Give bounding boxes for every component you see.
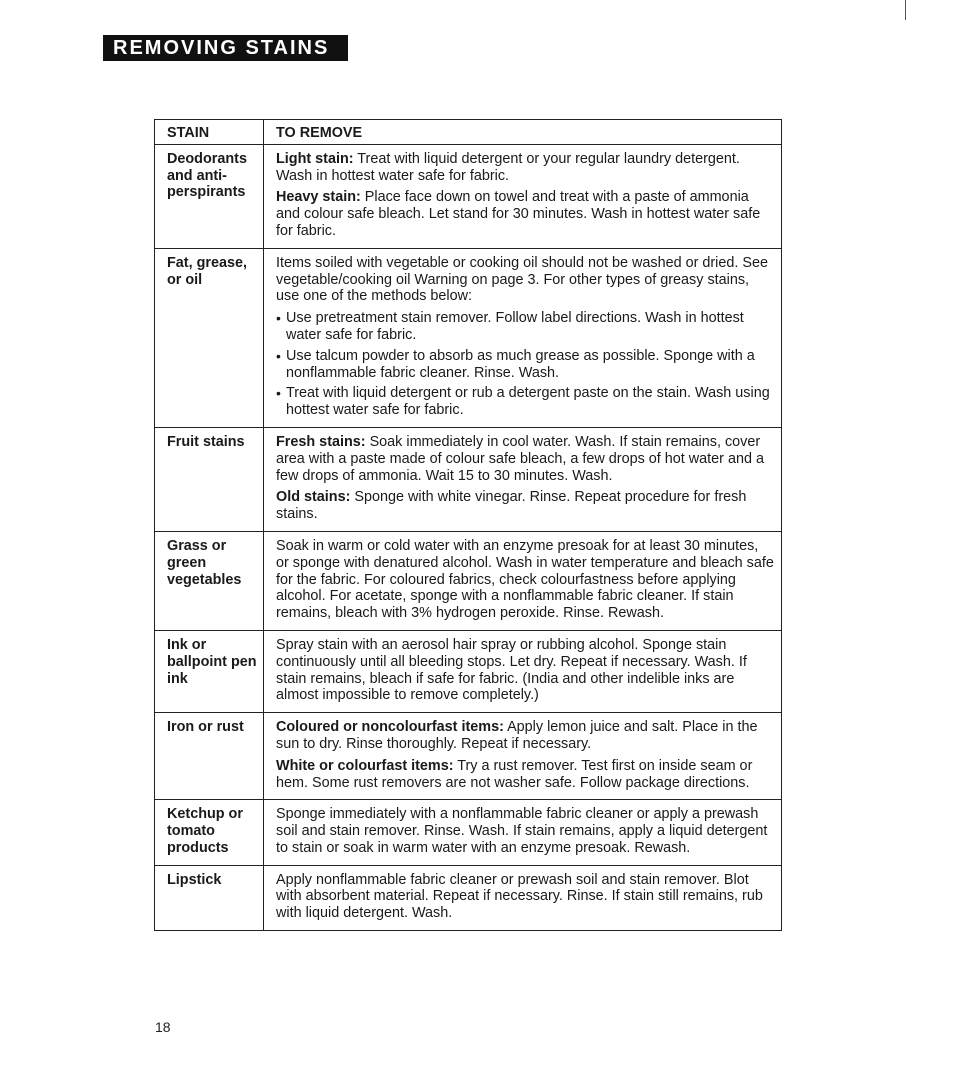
stain-name-cell: Deodorants and anti-perspirants [155, 144, 264, 248]
stain-removal-table [154, 119, 782, 931]
removal-instructions-cell [264, 248, 782, 427]
instruction-text: Treat with liquid detergent or your regular laundry detergent. Wash in hottest water safe for fabric. [276, 150, 740, 184]
page-title: REMOVING STAINS [103, 35, 348, 61]
instruction-paragraph [276, 719, 775, 753]
stain-name-cell: Ink or ballpoint pen ink [155, 630, 264, 712]
instruction-paragraph [276, 637, 775, 704]
instruction-text: Soak in warm or cold water with an enzyme presoak for at least 30 minutes, or sponge with denatured alcohol. Wash in water temperature and bleach safe for the fabric. For coloured fabrics, check colourfastness before applying alcohol. For acetate, sponge with a nonflammable fabric cleaner. If stain remains, bleach with 3% hydrogen peroxide. Rinse. Rewash. [276, 537, 774, 622]
instruction-paragraph [276, 434, 775, 484]
stain-name-cell: Fat, grease, or oil [155, 248, 264, 427]
instruction-paragraph [276, 489, 775, 523]
instruction-text: Apply lemon juice and salt. Place in the sun to dry. Rinse thoroughly. Repeat if necessary. [276, 719, 758, 752]
instruction-intro: Items soiled with vegetable or cooking oil should not be washed or dried. See vegetable/cooking oil Warning on page 3. For other types of greasy stains, use one of the methods below: [276, 254, 768, 305]
removal-instructions-cell [264, 531, 782, 630]
table-row [155, 800, 782, 865]
instruction-text: Place face down on towel and treat with a paste of ammonia and colour safe bleach. Let stand for 30 minutes. Wash in hottest water safe for fabric. [276, 189, 761, 239]
stain-name-cell: Iron or rust [155, 713, 264, 800]
instruction-text: Try a rust remover. Test first on inside seam or hem. Some rust removers are not washer safe. Follow package directions. [276, 757, 753, 791]
instruction-lead: Old stains: [276, 489, 351, 506]
removal-instructions-cell [264, 713, 782, 800]
stain-name-cell: Lipstick [155, 865, 264, 930]
method-list-item: • Treat with liquid detergent or rub a detergent paste on the stain. Wash using hottest water safe for fabric. [276, 385, 775, 419]
instruction-lead: Heavy stain: [276, 189, 361, 206]
margin-rule [905, 0, 906, 20]
column-header-stain: STAIN [155, 120, 264, 145]
instruction-paragraph [276, 538, 775, 622]
table-row [155, 531, 782, 630]
table-row [155, 865, 782, 930]
instruction-lead: Coloured or noncolourfast items: [276, 719, 504, 736]
stain-name-cell: Grass or green vegetables [155, 531, 264, 630]
table-row [155, 144, 782, 248]
method-list-item: • Use talcum powder to absorb as much grease as possible. Sponge with a nonflammable fabric cleaner. Rinse. Wash. [276, 348, 775, 382]
instruction-lead: White or colourfast items: [276, 757, 454, 774]
stain-name-cell: Fruit stains [155, 427, 264, 531]
table-row [155, 248, 782, 427]
table-row [155, 713, 782, 800]
table-row [155, 427, 782, 531]
instruction-paragraph [276, 806, 775, 856]
method-list [276, 310, 775, 419]
instruction-paragraph [276, 189, 775, 239]
instruction-paragraph [276, 151, 775, 185]
instruction-paragraph [276, 872, 775, 922]
instruction-text: Spray stain with an aerosol hair spray or rubbing alcohol. Sponge stain continuously until all bleeding stops. Let dry. Repeat if necessary. Wash. If stain remains, bleach if safe for fabric. (India and other indelible inks are almost impossible to remove completely.) [276, 636, 747, 704]
page-number: 18 [155, 1019, 171, 1035]
method-list-item: • Use pretreatment stain remover. Follow label directions. Wash in hottest water safe for fabric. [276, 310, 775, 344]
removal-instructions-cell [264, 427, 782, 531]
removal-instructions-cell [264, 865, 782, 930]
column-header-to-remove: TO REMOVE [264, 120, 782, 145]
instruction-lead: Fresh stains: [276, 433, 366, 450]
removal-instructions-cell [264, 144, 782, 248]
removal-instructions-cell [264, 800, 782, 865]
table-header-row [155, 120, 782, 145]
instruction-text: Apply nonflammable fabric cleaner or prewash soil and stain remover. Blot with absorbent material. Repeat if necessary. Rinse. If stain still remains, rub with liquid detergent. Wash. [276, 871, 763, 922]
instruction-text: Sponge with white vinegar. Rinse. Repeat procedure for fresh stains. [276, 489, 747, 523]
instruction-text: Sponge immediately with a nonflammable fabric cleaner or apply a prewash soil and stain remover. Rinse. Wash. If stain remains, apply a liquid detergent to stain or soak in warm water with an enzyme presoak. Rewash. [276, 806, 768, 856]
table-row [155, 630, 782, 712]
removal-instructions-cell [264, 630, 782, 712]
stain-name-cell: Ketchup or tomato products [155, 800, 264, 865]
instruction-paragraph [276, 758, 775, 792]
instruction-text: Soak immediately in cool water. Wash. If stain remains, cover area with a paste made of colour safe bleach, a few drops of hot water and a few drops of ammonia. Wait 15 to 30 minutes. Wash. [276, 433, 764, 484]
table-body [155, 144, 782, 930]
instruction-lead: Light stain: [276, 150, 354, 167]
